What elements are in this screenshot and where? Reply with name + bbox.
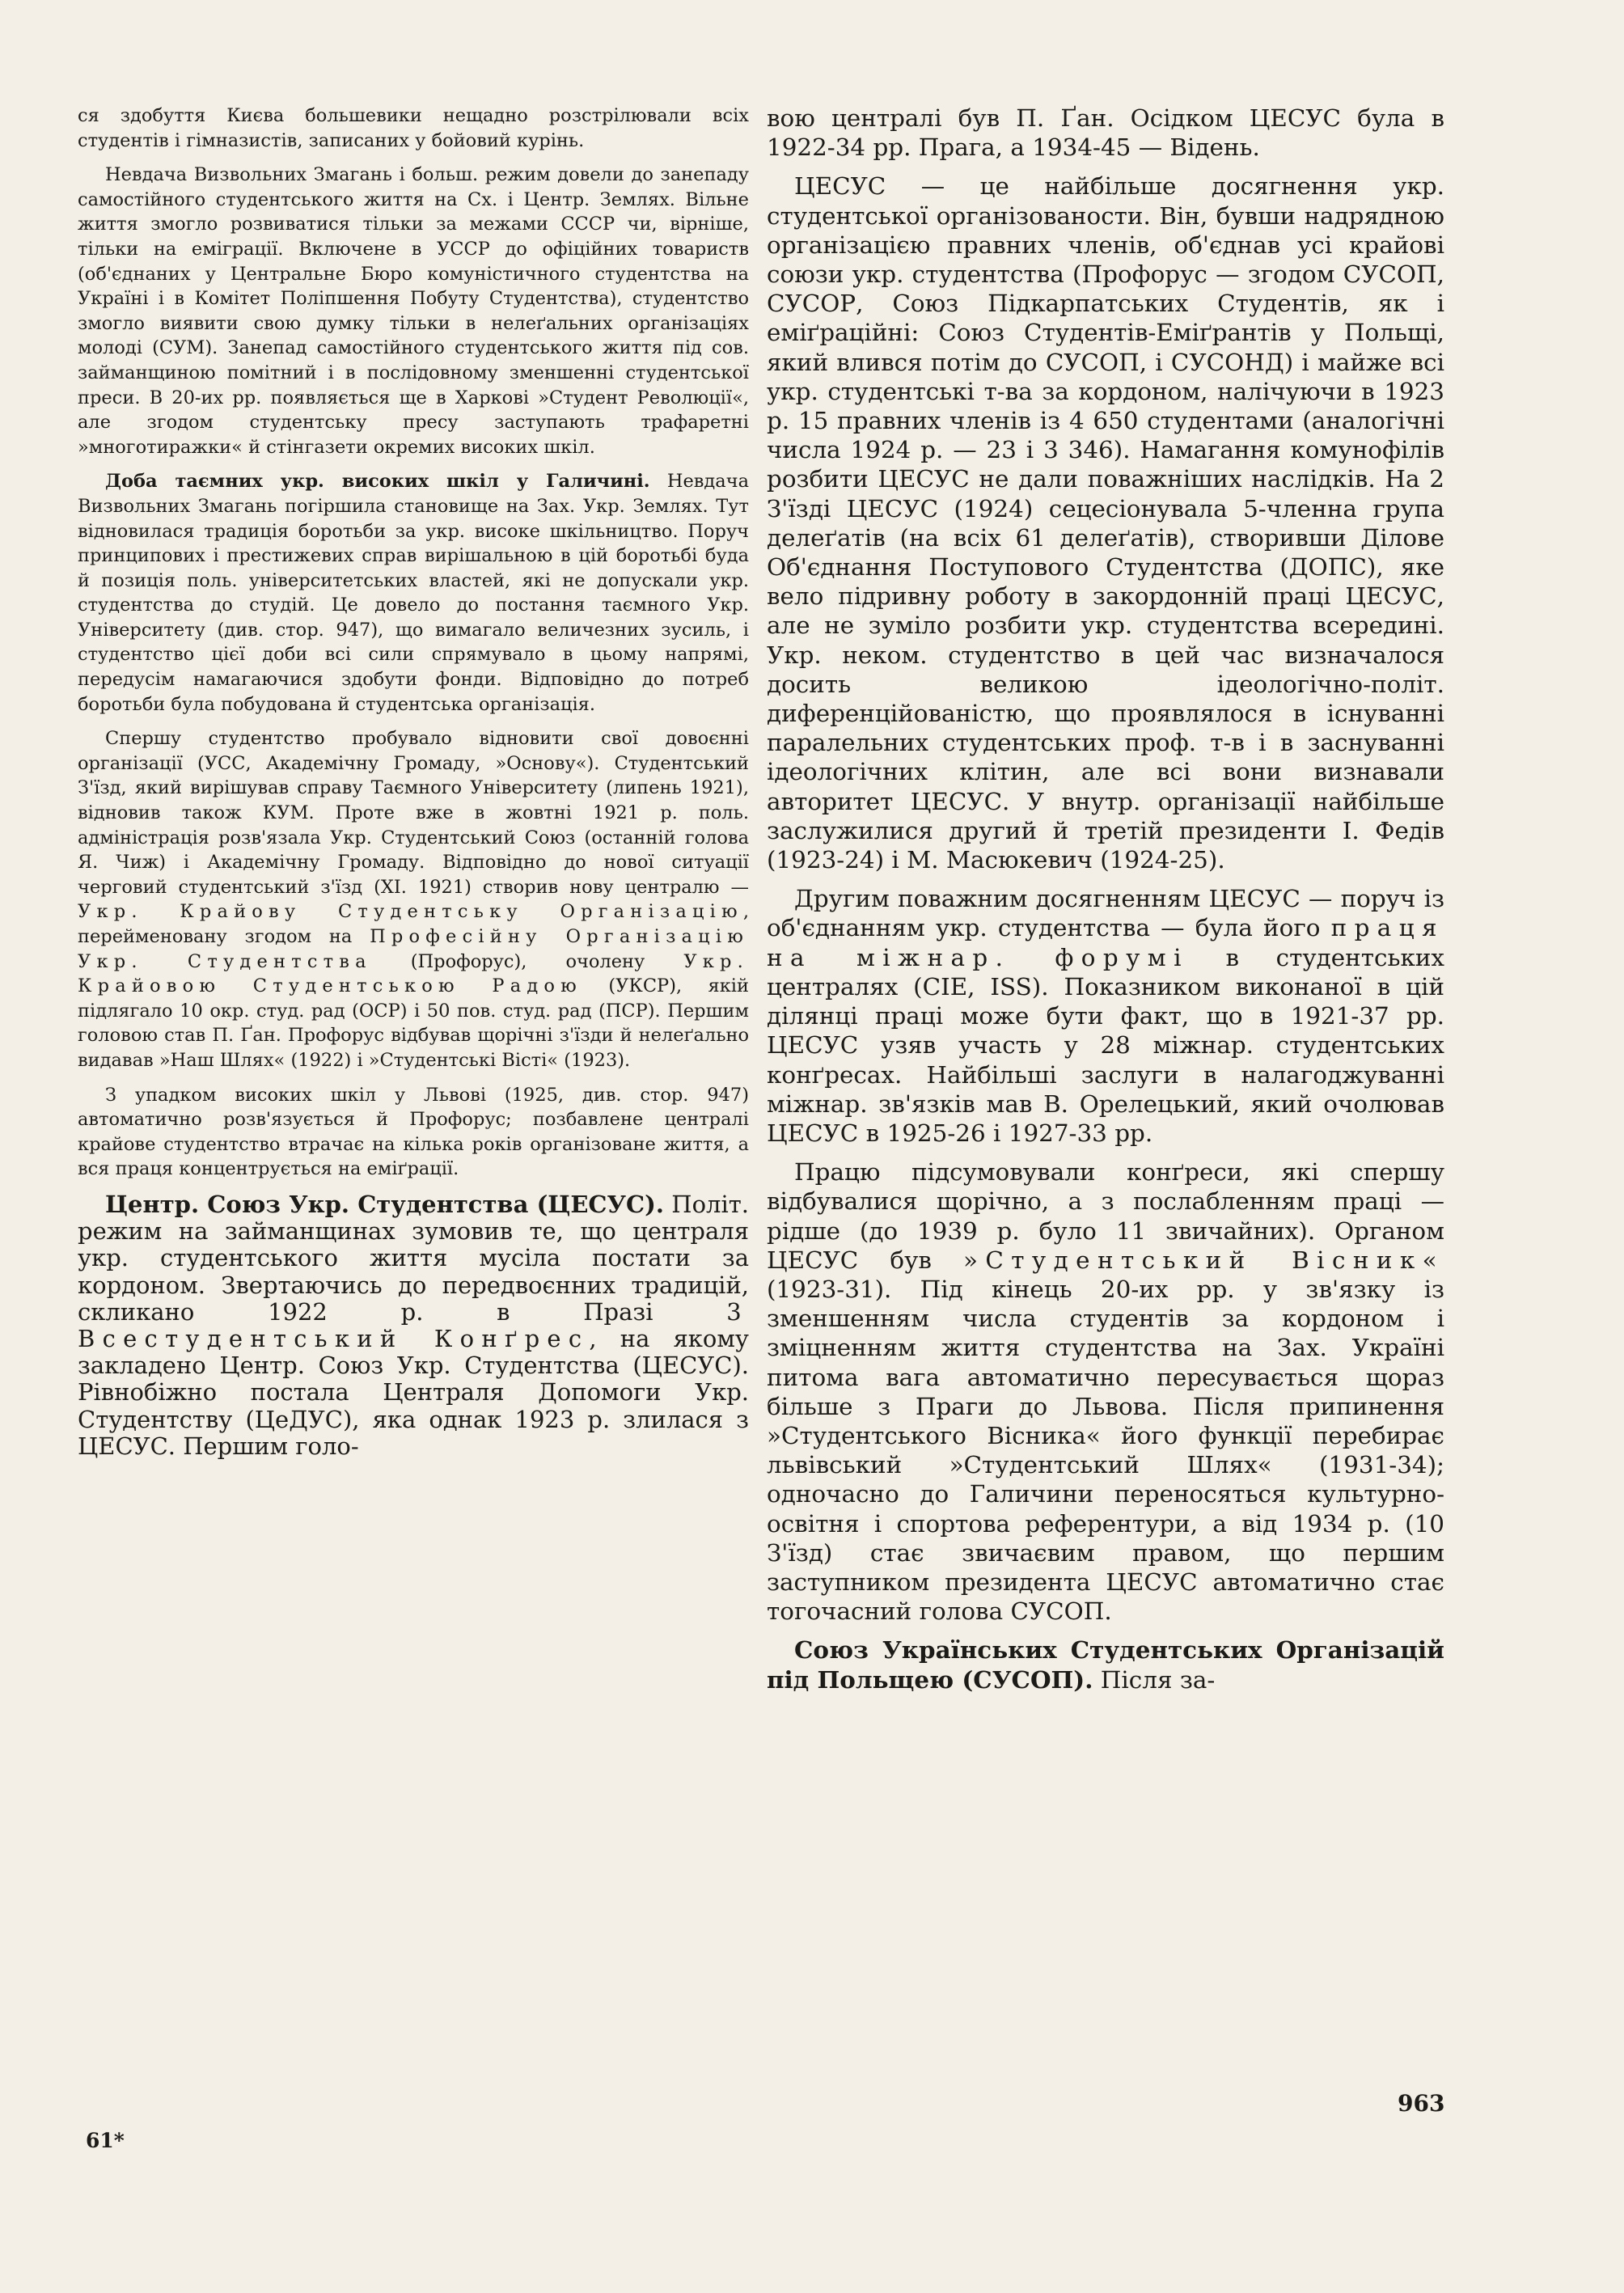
paragraph: вою централі був П. Ґан. Осідком ЦЕСУС була в 1922-34 рр. Прага, а 1934-45 — Відень. xyxy=(767,104,1444,162)
paragraph-text: , на якому закладено Центр. Союз Укр. Студентства (ЦЕСУС). Рівнобіжно постала Централя Допомоги Укр. Студентству (ЦеДУС), яка однак 1923 р. злилася з ЦЕСУС. Першим голо- xyxy=(78,1324,749,1460)
paragraph xyxy=(78,726,749,1072)
emphasis-text: 3 Всестудентський Конґрес xyxy=(78,1297,749,1352)
paragraph: ся здобуття Києва большевики нещадно розстрілювали всіх студентів і гімназистів, записаних у бойовий курінь. xyxy=(78,105,749,151)
paragraph-text: (УКСР), якій підлягало 10 окр. студ. рад (ОСР) і 50 пов. студ. рад (ПСР). Першим головою став П. Ґан. Профорус відбував щорічні з'їзди й нелеґально видавав »Наш Шлях« (1922) і »Студентські Вісті« (1923). xyxy=(78,975,749,1071)
paragraph-text: Після за- xyxy=(1093,1665,1216,1694)
paragraph-text: Спершу студентство пробувало відновити свої довоєнні організації (УСС, Академічну Громаду, »Основу«). Студентський З'їзд, який вирішував справу Таємного Університету (липень 1921), відновив також КУМ. Проте вже в жовтні 1921 р. поль. адміністрація розв'язала Укр. Студентський Союз (останній голова Я. Чиж) і Академічну Громаду. Відповідно до нової ситуації черговий студентський з'їзд (XI. 1921) створив нову централю — xyxy=(78,728,749,898)
right-column xyxy=(767,104,1444,1704)
paragraph xyxy=(767,1157,1444,1626)
section-heading: Союз Українських Студентських Організацій під Польщею (СУСОП). xyxy=(767,1635,1444,1694)
paragraph: Невдача Визвольних Змагань і больш. режим довели до занепаду самостійного студентського життя на Сх. і Центр. Землях. Вільне життя змогло розвиватися тільки за межами СССР чи, вірніше, тільки на еміграції. Включене в УССР до офіційних товариств (об'єднаних у Центральне Бюро комуністичного студентства на Україні і в Комітет Поліпшення Побуту Студентства), студентство змогло виявити свою думку тільки в нелеґальних організаціях молоді (СУМ). Занепад самостійного студентського життя під сов. займанщиною помітний і в послідовному зменшенні студентської преси. В 20-их рр. появляється ще в Харкові »Студент Революції«, але згодом студентську пресу заступають трафаретні »многотиражки« й стінгазети окремих високих шкіл. xyxy=(78,164,749,458)
paragraph xyxy=(78,1191,749,1460)
paragraph-text: Невдача Визвольних Змагань погіршила становище на Зах. Укр. Землях. Тут відновилася традиція боротьби за укр. високе шкільництво. Поруч принципових і престижевих справ вирішальною в цій боротьбі буда й позиція поль. університетських властей, які не допускали укр. студентства до студій. Це довело до постання таємного Укр. Університету (див. стор. 947), що вимагало величезних зусиль, і студентство цієї доби всі сили спрямувало в цьому напрямі, передусім намагаючися здобути фонди. Відповідно до потреб боротьби була побудована й студентська організація. xyxy=(78,471,749,715)
paragraph-text: (Профорус), очолену xyxy=(371,950,684,972)
paragraph-text: , перейменовану згодом на xyxy=(78,901,749,947)
paragraph: ЦЕСУС — це найбільше досягнення укр. студентської організованости. Він, бувши надрядною організацією правних членів, об'єднав усі крайові союзи укр. студентства (Профорус — згодом СУСОП, СУСОР, Союз Підкарпатських Студентів, як і еміґраційні: Союз Студентів-Еміґрантів у Польщі, який влився потім до СУСОП, і СУСОНД) і майже всі укр. студентські т-ва за кордоном, налічуючи в 1923 р. 15 правних членів із 4 650 студентами (аналогічні числа 1924 р. — 23 і 3 346). Намагання комунофілів розбити ЦЕСУС не дали поважніших наслідків. На 2 З'їзді ЦЕСУС (1924) сецесіонувала 5-членна група делеґатів (на всіх 61 делеґатів), створивши Ділове Об'єднання Поступового Студентства (ДОПС), яке вело підривну роботу в закордонній праці ЦЕСУС, але не зуміло розбити укр. студентства всередині. Укр. неком. студентство в цей час визначалося досить великою ідеологічно-політ. диференційованістю, що проявлялося в існуванні паралельних студентських проф. т-в і в заснуванні ідеологічних клітин, але всі вони визнавали авторитет ЦЕСУС. У внутр. організації найбільше заслужилися другий й третій президенти І. Федів (1923-24) і М. Масюкевич (1924-25). xyxy=(767,172,1444,874)
emphasis-text: »Студентський Вісник« xyxy=(962,1246,1444,1274)
paragraph xyxy=(78,469,749,717)
emphasis-text: праця на міжнар. форумі xyxy=(767,914,1444,971)
paragraph: З упадком високих шкіл у Львові (1925, див. стор. 947) автоматично розв'язується й Профорус; позбавлене централі крайове студентство втрачає на кілька років організоване життя, а вся праця концентрується на еміґрації. xyxy=(78,1084,749,1180)
paragraph-text: в студентських централях (CIE, ISS). Показником виконаної в цій ділянці праці може бути факт, що в 1921-37 рр. ЦЕСУС узяв участь у 28 міжнар. студентських конґресах. Найбільші заслуги в налагоджуванні міжнар. зв'язків мав В. Орелецький, який очолював ЦЕСУС в 1925-26 і 1927-33 рр. xyxy=(767,943,1444,1147)
section-heading: Центр. Союз Укр. Студентства (ЦЕСУС). xyxy=(105,1190,664,1218)
section-heading: Доба таємних укр. високих шкіл у Галичині. xyxy=(105,471,650,493)
paragraph xyxy=(767,1635,1444,1694)
paragraph xyxy=(767,884,1444,1148)
left-column xyxy=(78,104,749,1470)
emphasis-text: Укр. Крайовою Студентською Радою xyxy=(78,950,749,997)
paragraph-text: Другим поважним досягненням ЦЕСУС — поруч із об'єднанням укр. студентства — була його xyxy=(767,885,1444,942)
paragraph-text: Політ. режим на займанщинах зумовив те, що централя укр. студентського життя мусіла постати за кордоном. Звертаючись до передвоєнних традицій, скликано 1922 р. в Празі xyxy=(78,1190,749,1326)
signature-mark: 61* xyxy=(86,2129,125,2152)
emphasis-text: Професійну Організацію Укр. Студентства xyxy=(78,926,750,972)
paragraph-text: (1923-31). Під кінець 20-их рр. у зв'язку із зменшенням числа студентів за кордоном і зміцненням життя студентства на Зах. Україні питома вага автоматично пересувається щораз більше з Праги до Львова. Після припинення »Студентського Вісника« його функції перебирає львівський »Студентський Шлях« (1931-34); одночасно до Галичини переносяться культурно-освітня і спортова референтури, а від 1934 р. (10 З'їзд) стає звичаєвим правом, що першим заступником президента ЦЕСУС автоматично стає тогочасний голова СУСОП. xyxy=(767,1275,1444,1626)
paragraph-text: Працю підсумовували конґреси, які спершу відбувалися щорічно, а з послабленням праці — рідше (до 1939 р. було 11 звичайних). Органом ЦЕСУС був xyxy=(767,1158,1444,1274)
emphasis-text: Укр. Крайову Студентську Організацію xyxy=(78,901,743,923)
page-number: 963 xyxy=(1398,2090,1445,2117)
